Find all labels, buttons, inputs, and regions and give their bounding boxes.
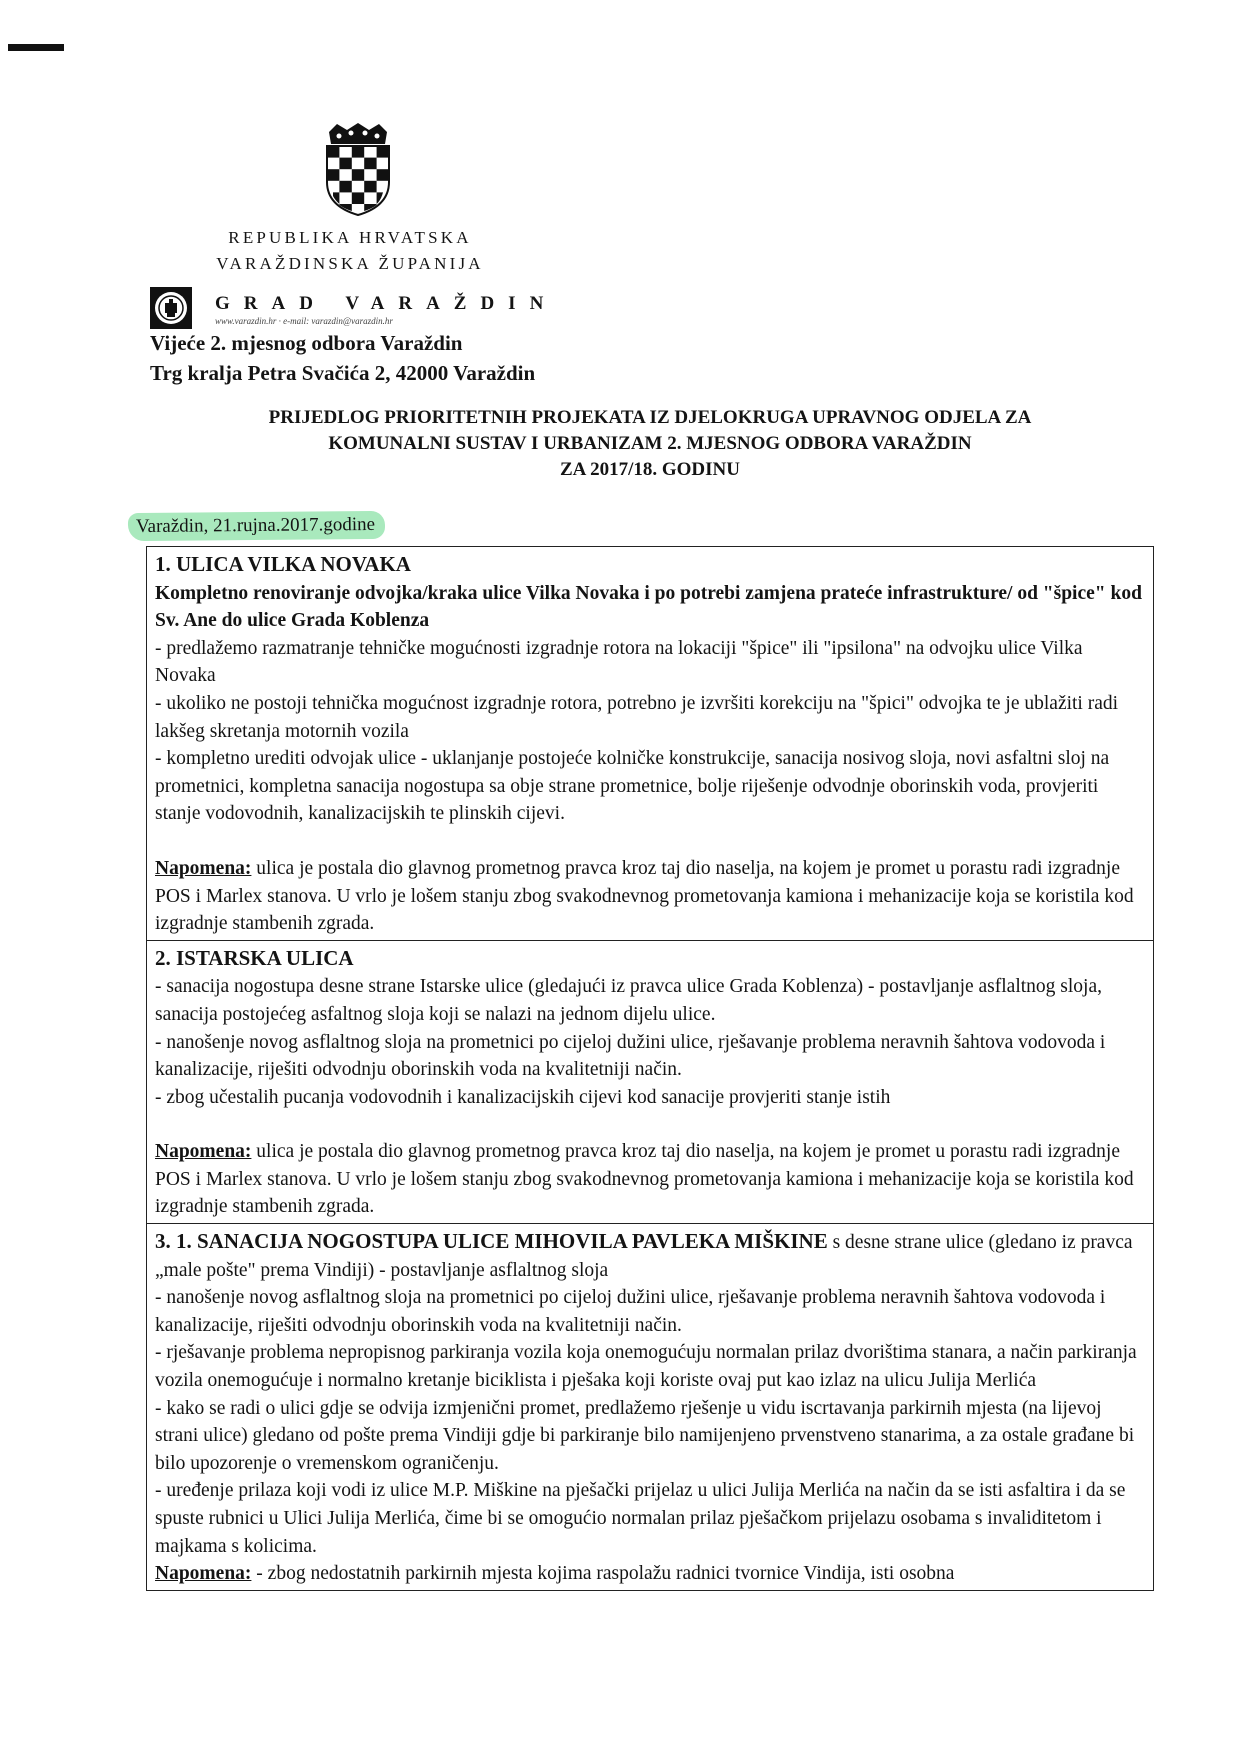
city-contact: www.varazdin.hr · e-mail: varazdin@varazdin.hr <box>215 316 393 326</box>
section-heading: 1. ULICA VILKA NOVAKA <box>155 552 411 576</box>
list-item: - kako se radi o ulici gdje se odvija izmjenični promet, predlažemo rješenje u vidu iscrtavanja parkirnih mjesta (na lijevoj strani ulice) gledano od pošte prema Vindiji gdje bi parkiranje bilo namijenjeno prvenstveno stanarima, a za ostale građane bi bilo upozorenje o vremenskom ograničenju. <box>155 1397 1135 1474</box>
section-heading-tail: s desne strane ulice (gledano iz pravca „male pošte" prema Vindiji) - postavljanje asflaltnog sloja <box>155 1232 1133 1281</box>
country-name: REPUBLIKA HRVATSKA <box>228 228 472 247</box>
section-subtitle: Kompletno renoviranje odvojka/kraka ulice Vilka Novaka i po potrebi zamjena prateće infrastrukture/ od "špice" kod Sv. Ane do ulice Grada Koblenza <box>155 582 1142 632</box>
note-text: - zbog nedostatnih parkirnih mjesta kojima raspolažu radnici tvornice Vindija, isti osobna <box>251 1563 955 1585</box>
list-item: - nanošenje novog asflaltnog sloja na prometnici po cijeloj dužini ulice, rješavanje problema neravnih šahtova vodovoda i kanalizacije, riješiti odvodnju oborinskih voda na kvalitetniji način. <box>155 1287 1106 1336</box>
county-name: VARAŽDINSKA ŽUPANIJA <box>216 254 484 273</box>
section-note <box>155 855 1145 938</box>
document-date: Varaždin, 21.rujna.2017.godine <box>128 511 385 541</box>
section-note <box>155 1560 1145 1588</box>
note-text: ulica je postala dio glavnog prometnog pravca kroz taj dio naselja, na kojem je promet u porastu radi izgradnje POS i Marlex stanova. U vrlo je lošem stanju zbog svakodnevnog prometovanja kamiona i mehanizacije koja se koristila kod izgradnje stambenih zgrada. <box>155 857 1134 935</box>
list-item: - nanošenje novog asflaltnog sloja na prometnici po cijeloj dužini ulice, rješavanje problema neravnih šahtova vodovoda i kanalizacije, riješiti odvodnju oborinskih voda na kvalitetniji način. <box>155 1031 1106 1081</box>
list-item: - ukoliko ne postoji tehnička mogućnost izgradnje rotora, potrebno je izvršiti korekciju na "špici" odvojka te je ublažiti radi lakšeg skretanja motornih vozila <box>155 692 1119 742</box>
document-title <box>150 405 1150 483</box>
city-seal-icon <box>150 287 192 329</box>
section-heading: 3. 1. SANACIJA NOGOSTUPA ULICE MIHOVILA PAVLEKA MIŠKINE <box>155 1229 828 1254</box>
spacer <box>155 1111 1145 1138</box>
project-section <box>147 547 1153 941</box>
spacer <box>155 828 1145 855</box>
note-label: Napomena: <box>155 1563 252 1585</box>
list-item: - rješavanje problema nepropisnog parkiranja vozila koja onemogućuju normalan prilaz dvorištima stanara, a način parkiranja vozila onemogućuje i normalno kretanje biciklista i pješaka koji koriste ovaj put kao izlaz na ulicu Julija Merlića <box>155 1342 1137 1392</box>
croatian-coat-of-arms-icon <box>321 122 395 216</box>
projects-table <box>146 546 1154 1591</box>
section-note <box>155 1138 1145 1221</box>
title-line: PRIJEDLOG PRIORITETNIH PROJEKATA IZ DJELOKRUGA UPRAVNOG ODJELA ZA <box>268 407 1032 428</box>
project-section <box>147 941 1153 1224</box>
list-item: - sanacija nogostupa desne strane Istarske ulice (gledajući iz pravca ulice Grada Koblenza) - postavljanje asflaltnog sloja, sanacija postojećeg asfaltnog sloja koji se nalazi na jednom dijelu ulice. <box>155 976 1102 1025</box>
list-item: - zbog učestalih pucanja vodovodnih i kanalizacijskih cijevi kod sanacije provjeriti stanje istih <box>155 1086 891 1108</box>
project-section <box>147 1224 1153 1590</box>
list-item: - uređenje prilaza koji vodi iz ulice M.P. Miškine na pješački prijelaz u ulici Julija Merlića na način da se isti asfaltira i da se spuste rubnici u Ulici Julija Merlića, čime bi se omogućio normalan prilaz pješačkom prijelazu osobama s invaliditetom i majkama s kolicima. <box>155 1480 1126 1557</box>
sender-address: Trg kralja Petra Svačića 2, 42000 Varaždin <box>150 361 536 385</box>
scan-corner-mark <box>8 44 64 51</box>
sender-name: Vijeće 2. mjesnog odbora Varaždin <box>150 331 463 355</box>
title-line: ZA 2017/18. GODINU <box>560 459 740 480</box>
title-line: KOMUNALNI SUSTAV I URBANIZAM 2. MJESNOG ODBORA VARAŽDIN <box>328 433 972 454</box>
note-label: Napomena: <box>155 1141 252 1163</box>
city-name: GRAD VARAŽDIN <box>215 293 558 314</box>
note-label: Napomena: <box>155 857 252 879</box>
note-text: ulica je postala dio glavnog prometnog pravca kroz taj dio naselja, na kojem je promet u porastu radi izgradnje POS i Marlex stanova. U vrlo je lošem stanju zbog svakodnevnog prometovanja kamiona i mehanizacije koja se koristila kod izgradnje stambenih zgrada. <box>155 1141 1134 1218</box>
list-item: - predlažemo razmatranje tehničke mogućnosti izgradnje rotora na lokaciji "špice" ili "ipsilona" na odvojku ulice Vilka Novaka <box>155 637 1083 687</box>
list-item: - kompletno urediti odvojak ulice - uklanjanje postojeće kolničke konstrukcije, sanacija nosivog sloja, novi asfaltni sloj na prometnici, kompletna sanacija nogostupa sa obje strane prometnice, bolje riješenje odvodnje oborinskih voda, provjeriti stanje vodovodnih, kanalizacijskih te plinskih cijevi. <box>155 748 1110 825</box>
section-heading: 2. ISTARSKA ULICA <box>155 945 354 970</box>
